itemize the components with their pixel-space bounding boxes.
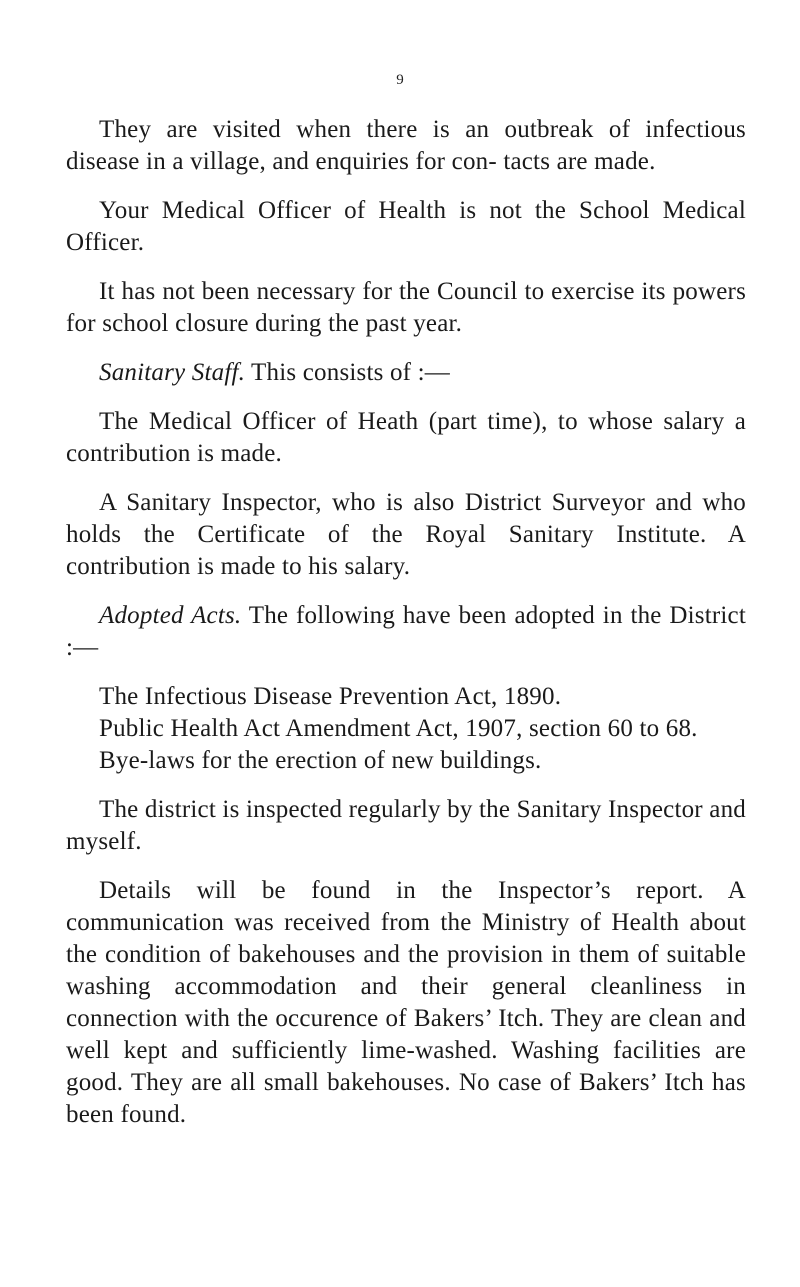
sanitary-staff-text: This consists of :— bbox=[245, 359, 451, 386]
paragraph-sanitary-inspector: A Sanitary Inspector, who is also District Surveyor and who holds the Certificate of the Royal Sanitary Institute. A contribution is made to his salary. bbox=[66, 489, 746, 580]
acts-list bbox=[66, 681, 746, 777]
adopted-acts-heading: Adopted Acts. bbox=[99, 602, 242, 629]
list-item: The Infectious Disease Prevention Act, 1890. bbox=[99, 683, 562, 710]
paragraph-bakehouses: Details will be found in the Inspector’s report. A communication was received from the Ministry of Health about the condition of bakehouses and the provision in them of suitable washing accommodation and their general cleanliness in connection with the occurence of Bakers’ Itch. They are clean and well kept and sufficiently lime-washed. Washing facilities are good. They are all small bakehouses. No case of Bakers’ Itch has been found. bbox=[66, 877, 746, 1128]
paragraph-adopted-acts bbox=[66, 600, 746, 664]
paragraph-medical-officer-heath: The Medical Officer of Heath (part time), to whose salary a contribution is made. bbox=[66, 408, 746, 467]
paragraph-medical-officer: Your Medical Officer of Health is not the School Medical Officer. bbox=[66, 197, 746, 256]
page-body bbox=[66, 114, 746, 1148]
paragraph-outbreak-visits: They are visited when there is an outbreak of infectious disease in a village, and enquiries for con- tacts are made. bbox=[66, 116, 746, 175]
page-number: 9 bbox=[396, 72, 404, 88]
list-item: Public Health Act Amendment Act, 1907, section 60 to 68. bbox=[99, 715, 698, 742]
adopted-acts-text: The following have been adopted in the District :— bbox=[66, 602, 746, 661]
sanitary-staff-heading: Sanitary Staff. bbox=[99, 359, 246, 386]
paragraph-sanitary-staff bbox=[66, 357, 746, 389]
paragraph-school-closure: It has not been necessary for the Council to exercise its powers for school closure during the past year. bbox=[66, 278, 746, 337]
list-item: Bye-laws for the erection of new buildings. bbox=[99, 747, 542, 774]
paragraph-district-inspection: The district is inspected regularly by the Sanitary Inspector and myself. bbox=[66, 796, 746, 855]
